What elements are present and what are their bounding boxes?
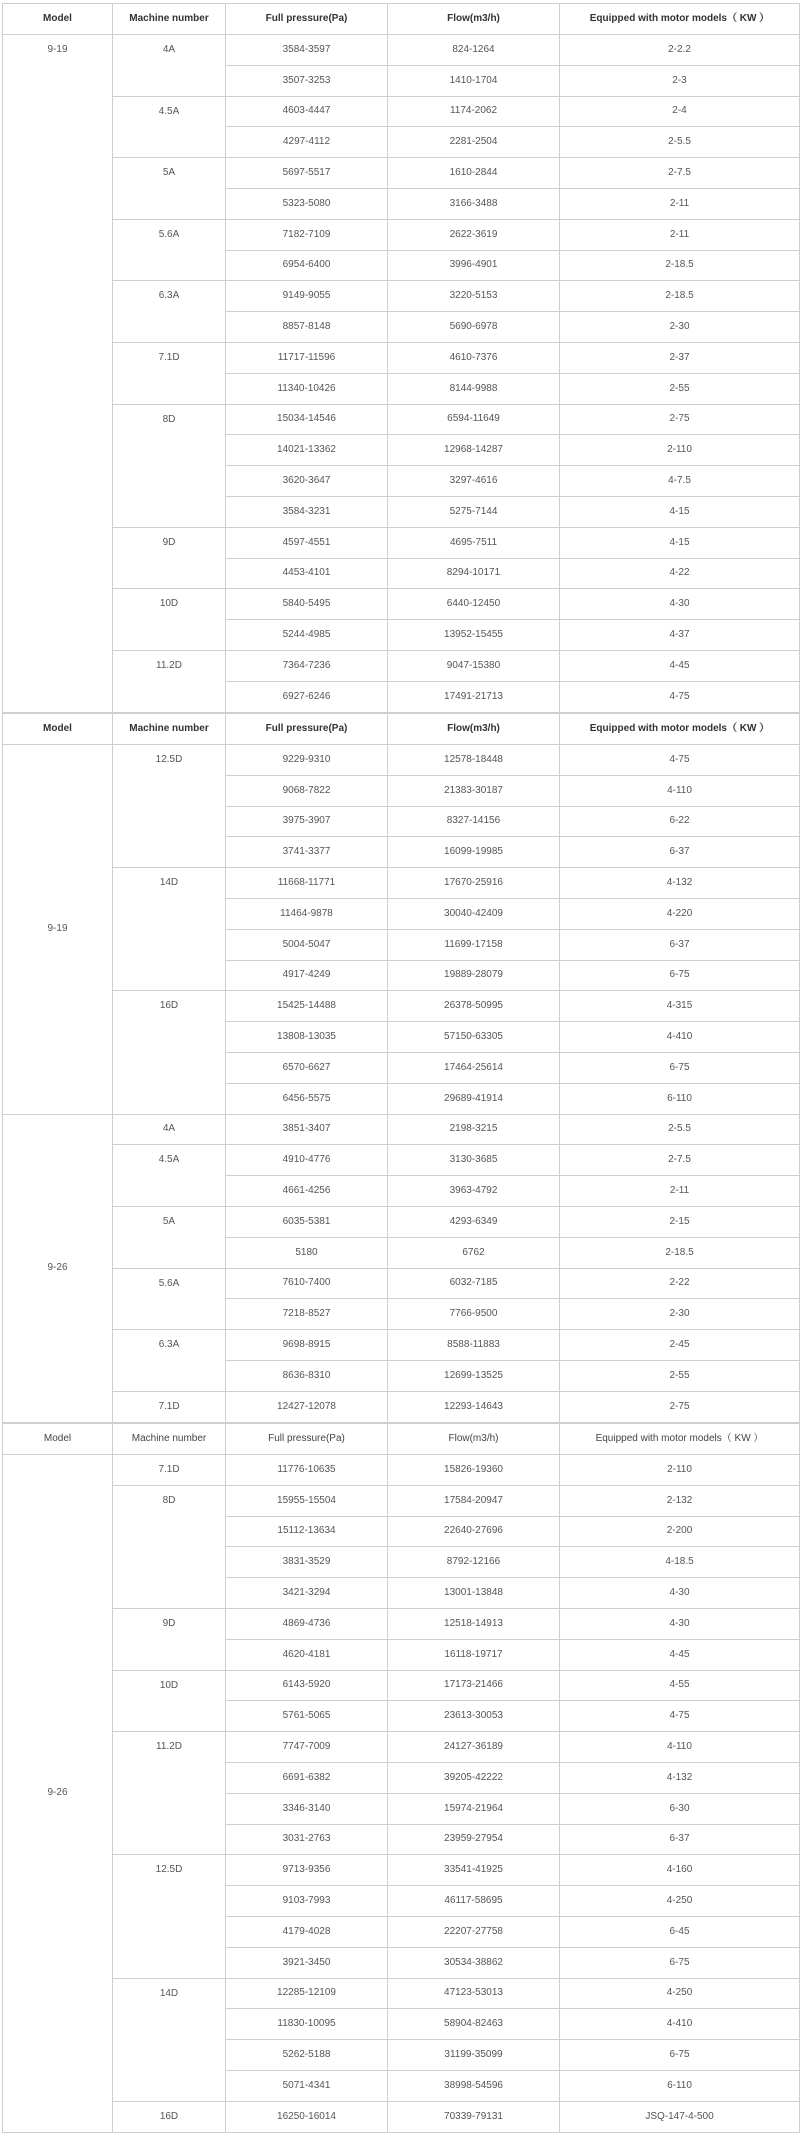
motor-model-cell: 2-5.5 bbox=[560, 1114, 800, 1145]
header-row bbox=[3, 714, 800, 745]
table-row bbox=[3, 1391, 800, 1422]
motor-model-cell: 4-250 bbox=[560, 1886, 800, 1917]
full-pressure-cell: 3831-3529 bbox=[226, 1547, 388, 1578]
full-pressure-cell: 11668-11771 bbox=[226, 868, 388, 899]
header-full-pressure: Full pressure(Pa) bbox=[226, 714, 388, 745]
full-pressure-cell: 4597-4551 bbox=[226, 527, 388, 558]
flow-cell: 17670-25916 bbox=[388, 868, 560, 899]
header-flow: Flow(m3/h) bbox=[388, 714, 560, 745]
header-model: Model bbox=[3, 4, 113, 35]
flow-cell: 3996-4901 bbox=[388, 250, 560, 281]
flow-cell: 2198-3215 bbox=[388, 1114, 560, 1145]
flow-cell: 58904-82463 bbox=[388, 2009, 560, 2040]
motor-model-cell: 6-37 bbox=[560, 1824, 800, 1855]
table-row bbox=[3, 1485, 800, 1516]
flow-cell: 17584-20947 bbox=[388, 1485, 560, 1516]
flow-cell: 6594-11649 bbox=[388, 404, 560, 435]
full-pressure-cell: 4869-4736 bbox=[226, 1608, 388, 1639]
flow-cell: 8294-10171 bbox=[388, 558, 560, 589]
table-row bbox=[3, 589, 800, 620]
motor-model-cell: 2-18.5 bbox=[560, 1237, 800, 1268]
header-row bbox=[3, 4, 800, 35]
motor-model-cell: 6-37 bbox=[560, 929, 800, 960]
table-row bbox=[3, 1978, 800, 2009]
header-flow: Flow(m3/h) bbox=[388, 1424, 560, 1455]
motor-model-cell: 4-75 bbox=[560, 745, 800, 776]
motor-model-cell: 2-110 bbox=[560, 435, 800, 466]
full-pressure-cell: 7182-7109 bbox=[226, 219, 388, 250]
motor-model-cell: 4-30 bbox=[560, 1608, 800, 1639]
full-pressure-cell: 9149-9055 bbox=[226, 281, 388, 312]
motor-model-cell: 4-410 bbox=[560, 1022, 800, 1053]
full-pressure-cell: 14021-13362 bbox=[226, 435, 388, 466]
motor-model-cell: 6-45 bbox=[560, 1916, 800, 1947]
motor-model-cell: 2-55 bbox=[560, 1360, 800, 1391]
table-row bbox=[3, 527, 800, 558]
motor-model-cell: 2-45 bbox=[560, 1330, 800, 1361]
full-pressure-cell: 5004-5047 bbox=[226, 929, 388, 960]
motor-model-cell: 2-110 bbox=[560, 1455, 800, 1486]
machine-number-cell: 11.2D bbox=[113, 650, 226, 712]
motor-model-cell: 4-45 bbox=[560, 1639, 800, 1670]
flow-cell: 17173-21466 bbox=[388, 1670, 560, 1701]
flow-cell: 8588-11883 bbox=[388, 1330, 560, 1361]
table-row bbox=[3, 1330, 800, 1361]
full-pressure-cell: 7364-7236 bbox=[226, 650, 388, 681]
full-pressure-cell: 3031-2763 bbox=[226, 1824, 388, 1855]
full-pressure-cell: 3507-3253 bbox=[226, 65, 388, 96]
motor-model-cell: 4-410 bbox=[560, 2009, 800, 2040]
machine-number-cell: 5A bbox=[113, 1206, 226, 1268]
motor-model-cell: 4-15 bbox=[560, 496, 800, 527]
motor-model-cell: 2-22 bbox=[560, 1268, 800, 1299]
flow-cell: 4293-6349 bbox=[388, 1206, 560, 1237]
table-row bbox=[3, 404, 800, 435]
full-pressure-cell: 3421-3294 bbox=[226, 1578, 388, 1609]
flow-cell: 8144-9988 bbox=[388, 373, 560, 404]
motor-model-cell: 4-45 bbox=[560, 650, 800, 681]
full-pressure-cell: 8857-8148 bbox=[226, 312, 388, 343]
motor-model-cell: 2-5.5 bbox=[560, 127, 800, 158]
motor-model-cell: 2-200 bbox=[560, 1516, 800, 1547]
full-pressure-cell: 5697-5517 bbox=[226, 158, 388, 189]
flow-cell: 6762 bbox=[388, 1237, 560, 1268]
motor-model-cell: 6-75 bbox=[560, 960, 800, 991]
flow-cell: 2622-3619 bbox=[388, 219, 560, 250]
motor-model-cell: 6-37 bbox=[560, 837, 800, 868]
motor-model-cell: 4-55 bbox=[560, 1670, 800, 1701]
flow-cell: 11699-17158 bbox=[388, 929, 560, 960]
header-motor-models: Equipped with motor models（ KW ） bbox=[560, 714, 800, 745]
full-pressure-cell: 3851-3407 bbox=[226, 1114, 388, 1145]
machine-number-cell: 8D bbox=[113, 1485, 226, 1608]
motor-model-cell: 2-132 bbox=[560, 1485, 800, 1516]
machine-number-cell: 5.6A bbox=[113, 1268, 226, 1330]
full-pressure-cell: 5071-4341 bbox=[226, 2070, 388, 2101]
flow-cell: 38998-54596 bbox=[388, 2070, 560, 2101]
motor-model-cell: 4-37 bbox=[560, 620, 800, 651]
motor-model-cell: 2-75 bbox=[560, 404, 800, 435]
flow-cell: 31199-35099 bbox=[388, 2040, 560, 2071]
flow-cell: 1610-2844 bbox=[388, 158, 560, 189]
full-pressure-cell: 8636-8310 bbox=[226, 1360, 388, 1391]
motor-model-cell: 4-30 bbox=[560, 1578, 800, 1609]
spec-table-1 bbox=[2, 3, 800, 713]
full-pressure-cell: 11830-10095 bbox=[226, 2009, 388, 2040]
machine-number-cell: 16D bbox=[113, 991, 226, 1114]
motor-model-cell: 2-37 bbox=[560, 342, 800, 373]
motor-model-cell: 2-15 bbox=[560, 1206, 800, 1237]
motor-model-cell: 4-22 bbox=[560, 558, 800, 589]
full-pressure-cell: 15112-13634 bbox=[226, 1516, 388, 1547]
full-pressure-cell: 4297-4112 bbox=[226, 127, 388, 158]
table-row bbox=[3, 1855, 800, 1886]
flow-cell: 3220-5153 bbox=[388, 281, 560, 312]
machine-number-cell: 7.1D bbox=[113, 1455, 226, 1486]
motor-model-cell: 4-7.5 bbox=[560, 466, 800, 497]
model-cell: 9-26 bbox=[3, 1455, 113, 2133]
full-pressure-cell: 15425-14488 bbox=[226, 991, 388, 1022]
full-pressure-cell: 16250-16014 bbox=[226, 2101, 388, 2132]
motor-model-cell: 2-11 bbox=[560, 188, 800, 219]
header-machine-number: Machine number bbox=[113, 4, 226, 35]
full-pressure-cell: 5323-5080 bbox=[226, 188, 388, 219]
table-row bbox=[3, 745, 800, 776]
table-row bbox=[3, 650, 800, 681]
full-pressure-cell: 12427-12078 bbox=[226, 1391, 388, 1422]
flow-cell: 5690-6978 bbox=[388, 312, 560, 343]
motor-model-cell: 2-30 bbox=[560, 312, 800, 343]
full-pressure-cell: 4910-4776 bbox=[226, 1145, 388, 1176]
full-pressure-cell: 13808-13035 bbox=[226, 1022, 388, 1053]
flow-cell: 57150-63305 bbox=[388, 1022, 560, 1053]
full-pressure-cell: 6456-5575 bbox=[226, 1083, 388, 1114]
full-pressure-cell: 15034-14546 bbox=[226, 404, 388, 435]
flow-cell: 24127-36189 bbox=[388, 1732, 560, 1763]
flow-cell: 17491-21713 bbox=[388, 681, 560, 712]
full-pressure-cell: 3584-3231 bbox=[226, 496, 388, 527]
flow-cell: 12293-14643 bbox=[388, 1391, 560, 1422]
table-row bbox=[3, 1608, 800, 1639]
flow-cell: 12518-14913 bbox=[388, 1608, 560, 1639]
spec-table-2 bbox=[2, 713, 800, 1423]
flow-cell: 22640-27696 bbox=[388, 1516, 560, 1547]
header-motor-models: Equipped with motor models（ KW ） bbox=[560, 4, 800, 35]
full-pressure-cell: 6570-6627 bbox=[226, 1052, 388, 1083]
flow-cell: 17464-25614 bbox=[388, 1052, 560, 1083]
flow-cell: 47123-53013 bbox=[388, 1978, 560, 2009]
machine-number-cell: 16D bbox=[113, 2101, 226, 2132]
table-row bbox=[3, 1732, 800, 1763]
header-full-pressure: Full pressure(Pa) bbox=[226, 4, 388, 35]
machine-number-cell: 5.6A bbox=[113, 219, 226, 281]
flow-cell: 30040-42409 bbox=[388, 898, 560, 929]
header-machine-number: Machine number bbox=[113, 714, 226, 745]
full-pressure-cell: 4917-4249 bbox=[226, 960, 388, 991]
flow-cell: 15974-21964 bbox=[388, 1793, 560, 1824]
motor-model-cell: 6-22 bbox=[560, 806, 800, 837]
flow-cell: 19889-28079 bbox=[388, 960, 560, 991]
machine-number-cell: 10D bbox=[113, 1670, 226, 1732]
flow-cell: 824-1264 bbox=[388, 35, 560, 66]
full-pressure-cell: 3921-3450 bbox=[226, 1947, 388, 1978]
flow-cell: 13952-15455 bbox=[388, 620, 560, 651]
full-pressure-cell: 6691-6382 bbox=[226, 1762, 388, 1793]
full-pressure-cell: 5244-4985 bbox=[226, 620, 388, 651]
full-pressure-cell: 5840-5495 bbox=[226, 589, 388, 620]
full-pressure-cell: 11717-11596 bbox=[226, 342, 388, 373]
model-cell: 9-19 bbox=[3, 35, 113, 713]
flow-cell: 8792-12166 bbox=[388, 1547, 560, 1578]
flow-cell: 26378-50995 bbox=[388, 991, 560, 1022]
full-pressure-cell: 15955-15504 bbox=[226, 1485, 388, 1516]
motor-model-cell: 2-7.5 bbox=[560, 1145, 800, 1176]
flow-cell: 2281-2504 bbox=[388, 127, 560, 158]
flow-cell: 15826-19360 bbox=[388, 1455, 560, 1486]
full-pressure-cell: 3741-3377 bbox=[226, 837, 388, 868]
flow-cell: 30534-38862 bbox=[388, 1947, 560, 1978]
flow-cell: 39205-42222 bbox=[388, 1762, 560, 1793]
header-flow: Flow(m3/h) bbox=[388, 4, 560, 35]
motor-model-cell: 4-132 bbox=[560, 1762, 800, 1793]
full-pressure-cell: 3620-3647 bbox=[226, 466, 388, 497]
full-pressure-cell: 11776-10635 bbox=[226, 1455, 388, 1486]
flow-cell: 12968-14287 bbox=[388, 435, 560, 466]
full-pressure-cell: 4453-4101 bbox=[226, 558, 388, 589]
full-pressure-cell: 11340-10426 bbox=[226, 373, 388, 404]
table-row bbox=[3, 158, 800, 189]
table-row bbox=[3, 991, 800, 1022]
motor-model-cell: 6-75 bbox=[560, 1052, 800, 1083]
machine-number-cell: 4A bbox=[113, 35, 226, 97]
table-row bbox=[3, 1268, 800, 1299]
full-pressure-cell: 4620-4181 bbox=[226, 1639, 388, 1670]
full-pressure-cell: 5180 bbox=[226, 1237, 388, 1268]
motor-model-cell: 4-220 bbox=[560, 898, 800, 929]
motor-model-cell: 4-18.5 bbox=[560, 1547, 800, 1578]
motor-model-cell: 6-110 bbox=[560, 1083, 800, 1114]
table-row bbox=[3, 1670, 800, 1701]
table-row bbox=[3, 96, 800, 127]
motor-model-cell: 2-30 bbox=[560, 1299, 800, 1330]
header-model: Model bbox=[3, 714, 113, 745]
full-pressure-cell: 6143-5920 bbox=[226, 1670, 388, 1701]
flow-cell: 16099-19985 bbox=[388, 837, 560, 868]
motor-model-cell: 2-18.5 bbox=[560, 281, 800, 312]
flow-cell: 33541-41925 bbox=[388, 1855, 560, 1886]
flow-cell: 4610-7376 bbox=[388, 342, 560, 373]
motor-model-cell: 4-110 bbox=[560, 775, 800, 806]
flow-cell: 70339-79131 bbox=[388, 2101, 560, 2132]
header-motor-models: Equipped with motor models（ KW ） bbox=[560, 1424, 800, 1455]
machine-number-cell: 14D bbox=[113, 1978, 226, 2101]
header-full-pressure: Full pressure(Pa) bbox=[226, 1424, 388, 1455]
motor-model-cell: 2-7.5 bbox=[560, 158, 800, 189]
motor-model-cell: 2-11 bbox=[560, 219, 800, 250]
full-pressure-cell: 9698-8915 bbox=[226, 1330, 388, 1361]
table-row bbox=[3, 1114, 800, 1145]
machine-number-cell: 5A bbox=[113, 158, 226, 220]
machine-number-cell: 11.2D bbox=[113, 1732, 226, 1855]
model-cell: 9-19 bbox=[3, 745, 113, 1115]
flow-cell: 16118-19717 bbox=[388, 1639, 560, 1670]
motor-model-cell: 6-30 bbox=[560, 1793, 800, 1824]
machine-number-cell: 4A bbox=[113, 1114, 226, 1145]
full-pressure-cell: 7747-7009 bbox=[226, 1732, 388, 1763]
machine-number-cell: 7.1D bbox=[113, 1391, 226, 1422]
table-row bbox=[3, 281, 800, 312]
full-pressure-cell: 7610-7400 bbox=[226, 1268, 388, 1299]
flow-cell: 5275-7144 bbox=[388, 496, 560, 527]
motor-model-cell: 2-2.2 bbox=[560, 35, 800, 66]
machine-number-cell: 8D bbox=[113, 404, 226, 527]
machine-number-cell: 4.5A bbox=[113, 1145, 226, 1207]
full-pressure-cell: 9229-9310 bbox=[226, 745, 388, 776]
full-pressure-cell: 3975-3907 bbox=[226, 806, 388, 837]
motor-model-cell: 4-75 bbox=[560, 681, 800, 712]
motor-model-cell: JSQ-147-4-500 bbox=[560, 2101, 800, 2132]
flow-cell: 12578-18448 bbox=[388, 745, 560, 776]
full-pressure-cell: 4661-4256 bbox=[226, 1176, 388, 1207]
flow-cell: 6032-7185 bbox=[388, 1268, 560, 1299]
flow-cell: 29689-41914 bbox=[388, 1083, 560, 1114]
table-row bbox=[3, 35, 800, 66]
motor-model-cell: 2-11 bbox=[560, 1176, 800, 1207]
motor-model-cell: 4-132 bbox=[560, 868, 800, 899]
flow-cell: 21383-30187 bbox=[388, 775, 560, 806]
header-row bbox=[3, 1424, 800, 1455]
table-row bbox=[3, 1206, 800, 1237]
flow-cell: 12699-13525 bbox=[388, 1360, 560, 1391]
full-pressure-cell: 9103-7993 bbox=[226, 1886, 388, 1917]
full-pressure-cell: 12285-12109 bbox=[226, 1978, 388, 2009]
full-pressure-cell: 6954-6400 bbox=[226, 250, 388, 281]
header-model: Model bbox=[3, 1424, 113, 1455]
motor-model-cell: 4-15 bbox=[560, 527, 800, 558]
full-pressure-cell: 11464-9878 bbox=[226, 898, 388, 929]
motor-model-cell: 4-160 bbox=[560, 1855, 800, 1886]
flow-cell: 3166-3488 bbox=[388, 188, 560, 219]
machine-number-cell: 6.3A bbox=[113, 1330, 226, 1392]
table-row bbox=[3, 219, 800, 250]
table-row bbox=[3, 2101, 800, 2132]
motor-model-cell: 6-75 bbox=[560, 2040, 800, 2071]
full-pressure-cell: 6927-6246 bbox=[226, 681, 388, 712]
full-pressure-cell: 9068-7822 bbox=[226, 775, 388, 806]
motor-model-cell: 2-3 bbox=[560, 65, 800, 96]
flow-cell: 23613-30053 bbox=[388, 1701, 560, 1732]
table-row bbox=[3, 1145, 800, 1176]
full-pressure-cell: 5761-5065 bbox=[226, 1701, 388, 1732]
machine-number-cell: 9D bbox=[113, 1608, 226, 1670]
flow-cell: 4695-7511 bbox=[388, 527, 560, 558]
flow-cell: 1410-1704 bbox=[388, 65, 560, 96]
machine-number-cell: 7.1D bbox=[113, 342, 226, 404]
flow-cell: 3963-4792 bbox=[388, 1176, 560, 1207]
flow-cell: 23959-27954 bbox=[388, 1824, 560, 1855]
flow-cell: 8327-14156 bbox=[388, 806, 560, 837]
table-row bbox=[3, 868, 800, 899]
machine-number-cell: 12.5D bbox=[113, 745, 226, 868]
motor-model-cell: 2-18.5 bbox=[560, 250, 800, 281]
flow-cell: 46117-58695 bbox=[388, 1886, 560, 1917]
flow-cell: 9047-15380 bbox=[388, 650, 560, 681]
motor-model-cell: 4-30 bbox=[560, 589, 800, 620]
flow-cell: 13001-13848 bbox=[388, 1578, 560, 1609]
motor-model-cell: 4-110 bbox=[560, 1732, 800, 1763]
flow-cell: 6440-12450 bbox=[388, 589, 560, 620]
motor-model-cell: 2-55 bbox=[560, 373, 800, 404]
flow-cell: 3297-4616 bbox=[388, 466, 560, 497]
full-pressure-cell: 3584-3597 bbox=[226, 35, 388, 66]
full-pressure-cell: 5262-5188 bbox=[226, 2040, 388, 2071]
full-pressure-cell: 6035-5381 bbox=[226, 1206, 388, 1237]
motor-model-cell: 4-315 bbox=[560, 991, 800, 1022]
spec-table-3 bbox=[2, 1423, 800, 2133]
motor-model-cell: 4-250 bbox=[560, 1978, 800, 2009]
machine-number-cell: 14D bbox=[113, 868, 226, 991]
header-machine-number: Machine number bbox=[113, 1424, 226, 1455]
machine-number-cell: 4.5A bbox=[113, 96, 226, 158]
flow-cell: 3130-3685 bbox=[388, 1145, 560, 1176]
flow-cell: 22207-27758 bbox=[388, 1916, 560, 1947]
machine-number-cell: 6.3A bbox=[113, 281, 226, 343]
motor-model-cell: 2-75 bbox=[560, 1391, 800, 1422]
full-pressure-cell: 7218-8527 bbox=[226, 1299, 388, 1330]
machine-number-cell: 12.5D bbox=[113, 1855, 226, 1978]
motor-model-cell: 6-110 bbox=[560, 2070, 800, 2101]
machine-number-cell: 10D bbox=[113, 589, 226, 651]
full-pressure-cell: 3346-3140 bbox=[226, 1793, 388, 1824]
table-row bbox=[3, 342, 800, 373]
flow-cell: 7766-9500 bbox=[388, 1299, 560, 1330]
model-cell: 9-26 bbox=[3, 1114, 113, 1422]
machine-number-cell: 9D bbox=[113, 527, 226, 589]
full-pressure-cell: 4603-4447 bbox=[226, 96, 388, 127]
table-row bbox=[3, 1455, 800, 1486]
motor-model-cell: 6-75 bbox=[560, 1947, 800, 1978]
motor-model-cell: 2-4 bbox=[560, 96, 800, 127]
motor-model-cell: 4-75 bbox=[560, 1701, 800, 1732]
full-pressure-cell: 4179-4028 bbox=[226, 1916, 388, 1947]
flow-cell: 1174-2062 bbox=[388, 96, 560, 127]
full-pressure-cell: 9713-9356 bbox=[226, 1855, 388, 1886]
